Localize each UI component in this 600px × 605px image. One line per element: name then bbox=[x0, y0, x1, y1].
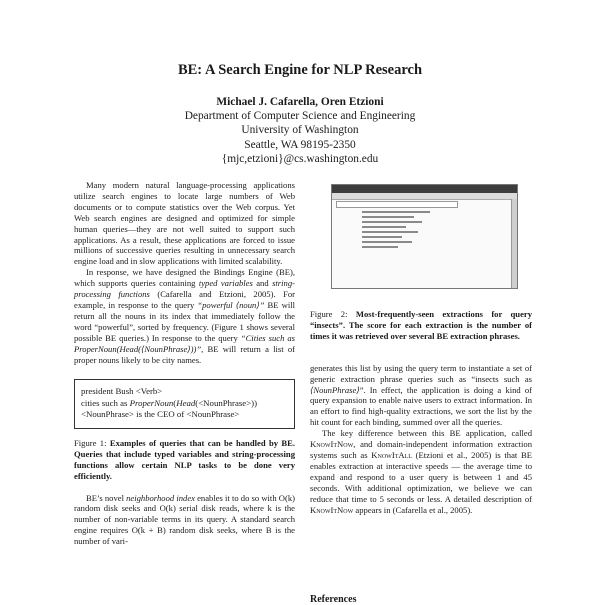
figure-1-caption-text: Examples of queries that can be handled by BE. Queries that include typed variables and string-processing functions allow certain NLP tasks to be done very efficiently. bbox=[74, 437, 295, 481]
browser-address-field bbox=[336, 201, 458, 208]
paper-header bbox=[0, 95, 600, 166]
para4-nounphrase: ⟨NounPhrase⟩ bbox=[310, 384, 360, 395]
query2-paren: ( bbox=[173, 397, 177, 408]
result-line bbox=[362, 231, 418, 233]
figure-1-caption bbox=[74, 438, 295, 482]
intro-paragraph: Many modern natural language-processing applications utilize search engines to locate large numbers of Web documents or to compute statistics over the Web corpus. Yet Web search engines are designed and optimized for simple human queries—they are not well suited to support such applications. As a result, these applications are forced to issue millions of successive queries resulting in unnecessary search engine load and in slow applications with limited scalability. bbox=[74, 180, 295, 267]
right-column bbox=[310, 181, 532, 515]
neighborhood-index-paragraph bbox=[74, 493, 295, 548]
query-example-3: <NounPhrase> is the CEO of <NounPhrase> bbox=[81, 409, 240, 420]
para5-text-c: , and domain-independent information extraction systems such as bbox=[310, 439, 532, 460]
query2-propernoun: ProperNoun bbox=[129, 397, 174, 408]
browser-menu-bar bbox=[332, 193, 517, 200]
affiliation-university: University of Washington bbox=[241, 124, 359, 137]
para3-text-a: BE’s novel bbox=[86, 492, 127, 503]
author-names: Michael J. Cafarella, Oren Etzioni bbox=[216, 96, 384, 108]
para2-text-g: BE will return all the nouns in its index that immediately follow the word “powerful”, sorted by frequency. (Figure 1 shows several possible BE queries.) In response to the query bbox=[74, 299, 295, 343]
para3-text-c: enables it to do so with O(k) random disk seeks and O(k) serial disk reads, where k is the number of non-variable terms in its query. A standard search engine requires O(k + B) random disk seeks, where B is the number of vari- bbox=[74, 492, 295, 547]
query-example-2 bbox=[81, 398, 287, 410]
result-line bbox=[362, 216, 414, 218]
left-column bbox=[74, 180, 295, 547]
query-expansion-paragraph bbox=[310, 363, 532, 428]
para5-text-a: The key difference between this BE application, called bbox=[322, 428, 532, 439]
affiliation-address: Seattle, WA 98195-2350 bbox=[244, 138, 356, 151]
figure-2-caption bbox=[310, 309, 532, 342]
para2-text-i: , BE will return a list of proper nouns likely to be city names. bbox=[74, 343, 295, 365]
para2-text-a: In response, we have designed the Bindings Engine (BE), which supports queries containing bbox=[74, 267, 295, 289]
paper-title: BE: A Search Engine for NLP Research bbox=[177, 62, 423, 78]
para5-text-g: appears in (Cafarella et al., 2005). bbox=[353, 504, 473, 515]
query2-text-a: cities such as bbox=[81, 397, 130, 408]
query-example-1: president Bush <Verb> bbox=[81, 386, 163, 397]
para4-text-c: ”. In effect, the application is doing a kind of query expansion to enable naive users to extract information. In an effort to find high-quality extractions, we sort the list by the hit count for each binding, summed over all the queries. bbox=[310, 384, 532, 428]
query2-head: Head bbox=[176, 397, 196, 408]
figure-2-screenshot bbox=[331, 184, 518, 289]
bindings-engine-paragraph bbox=[74, 267, 295, 365]
para5-text-e: (Etzioni et al., 2005) is that BE enables extraction at interactive speeds — the average time to expand and respond to a user query is between 1 and 45 seconds. With additional optimization, we believe we can reduce that time to 5 seconds or less. A detailed description of bbox=[310, 449, 532, 504]
references-heading: References bbox=[310, 594, 357, 605]
result-line bbox=[362, 241, 412, 243]
affiliation-department: Department of Computer Science and Engineering bbox=[184, 110, 416, 123]
result-line bbox=[362, 211, 430, 213]
para2-string-functions: string-processing functions bbox=[74, 278, 295, 300]
result-line bbox=[362, 226, 406, 228]
para2-typed-variables: typed variables bbox=[198, 278, 253, 289]
browser-scrollbar bbox=[511, 199, 517, 288]
knowitall-name: KnowItAll bbox=[371, 449, 412, 460]
figure-2-caption-text: Most-frequently-seen extractions for query “insects”. The score for each extraction is the number of times it was retrieved over several BE extraction phrases. bbox=[310, 309, 532, 341]
author-email[interactable]: {mjc,etzioni}@cs.washington.edu bbox=[221, 152, 379, 165]
knowitnow-name: KnowItNow bbox=[310, 504, 354, 515]
para2-text-c: and bbox=[252, 278, 273, 289]
para2-cities-query: “Cities such as ProperNoun(Head(⟨NounPhrase⟩))” bbox=[74, 332, 295, 354]
knowitnow-name: KnowItNow bbox=[310, 439, 354, 450]
browser-title-bar bbox=[332, 185, 517, 193]
result-line bbox=[362, 236, 402, 238]
query2-text-e: (<NounPhrase>)) bbox=[195, 397, 258, 408]
figure-2-label: Figure 2: bbox=[310, 309, 356, 319]
para4-text-a: generates this list by using the query term to instantiate a set of generic extraction phrase queries such as “insects such as bbox=[310, 362, 532, 384]
knowitnow-paragraph bbox=[310, 428, 532, 515]
para2-powerful-query: “powerful ⟨noun⟩” bbox=[197, 299, 265, 310]
para3-neighborhood-index: neighborhood index bbox=[126, 492, 195, 503]
result-line bbox=[362, 221, 422, 223]
result-line bbox=[362, 246, 398, 248]
figure-1-label: Figure 1: bbox=[74, 437, 110, 448]
query-examples-box bbox=[74, 379, 295, 429]
para2-text-e: (Cafarella and Etzioni, 2005). For example, in response to the query bbox=[74, 289, 296, 310]
